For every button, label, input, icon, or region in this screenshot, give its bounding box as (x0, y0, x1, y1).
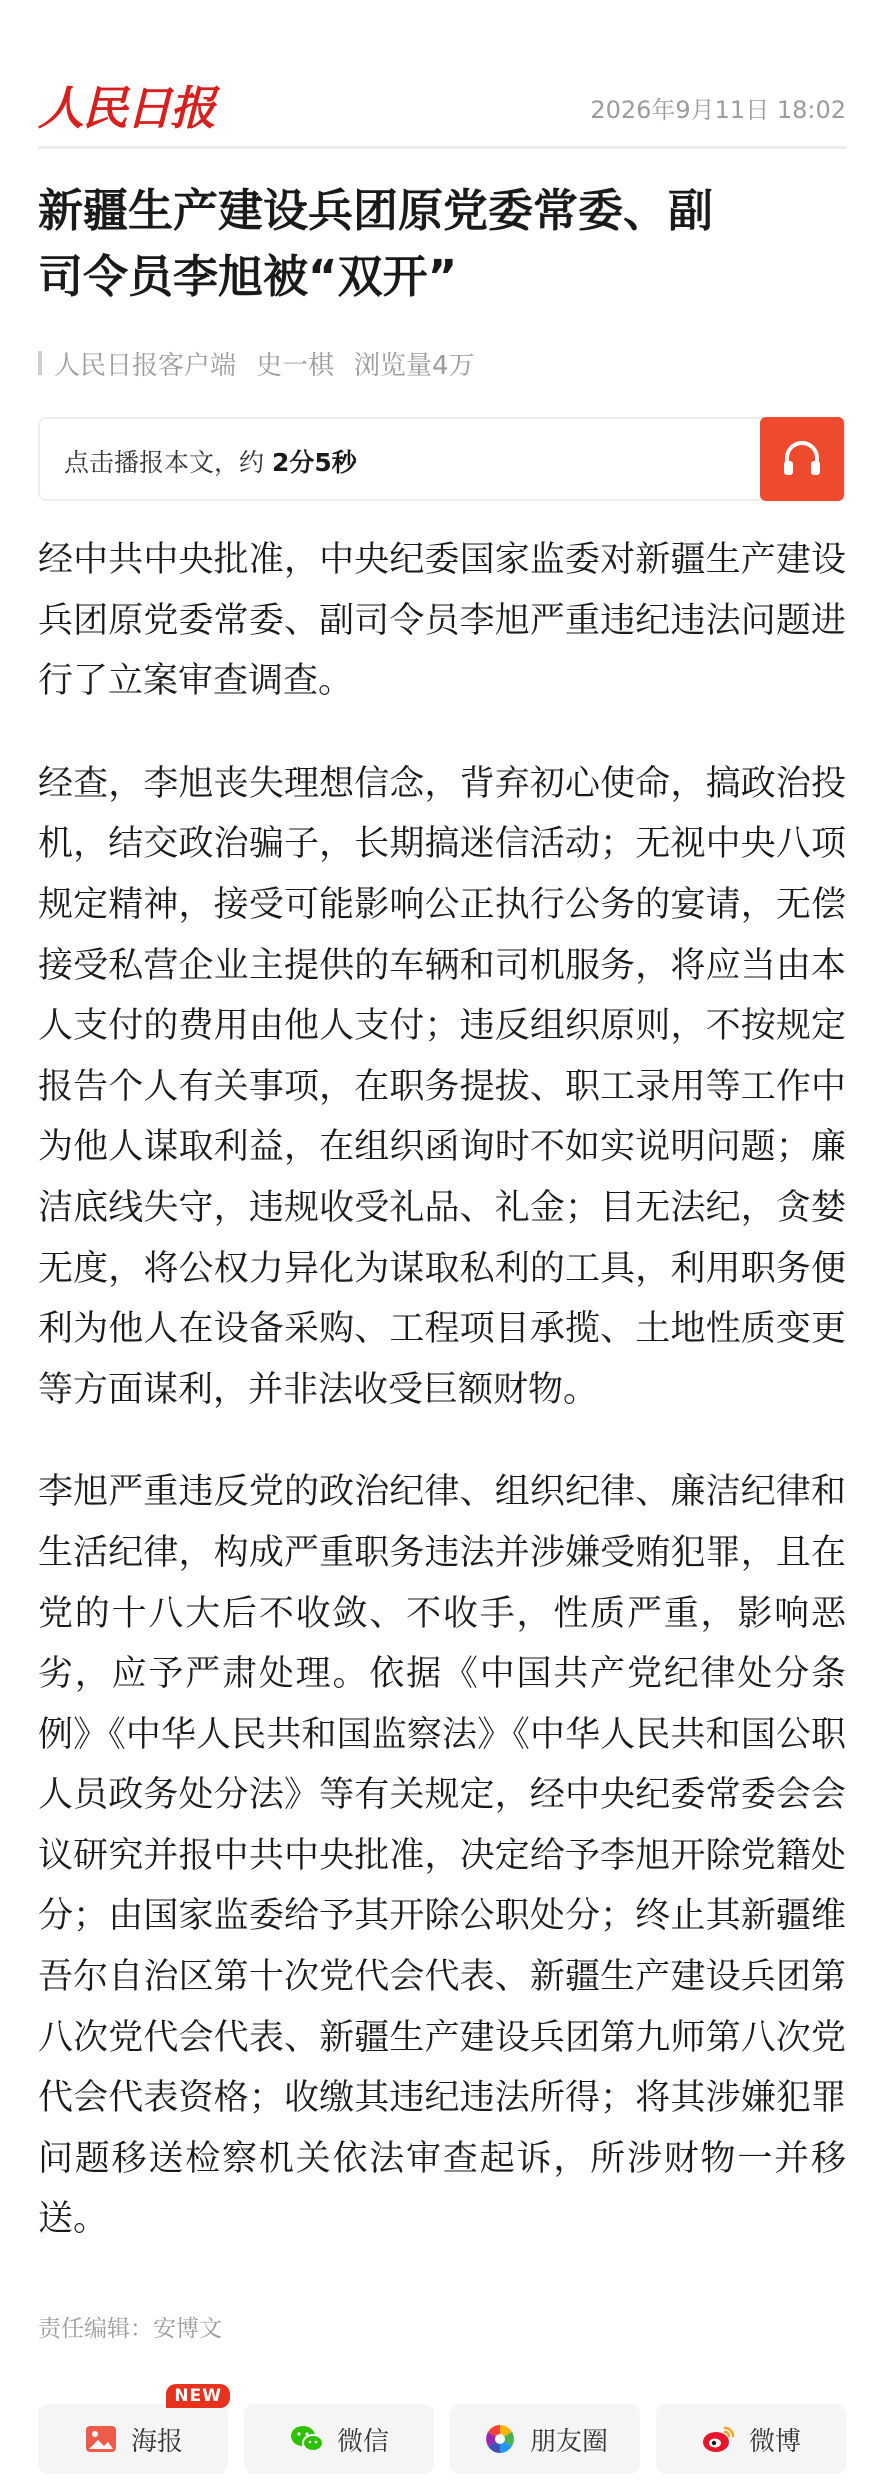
share-wechat-label: 微信 (336, 2426, 389, 2457)
audio-duration: 2分5秒 (271, 448, 357, 477)
share-bar (38, 2386, 846, 2474)
play-audio-button[interactable] (760, 417, 844, 501)
brand-logo[interactable]: 人民日报 (38, 81, 214, 135)
meta-accent-bar (38, 351, 42, 375)
share-weibo-button[interactable] (656, 2404, 846, 2474)
title-line-1: 新疆生产建设兵团原党委常委、副 (38, 184, 714, 237)
headphones-icon (779, 436, 825, 482)
poster-icon (83, 2421, 119, 2457)
share-poster-button[interactable] (38, 2386, 228, 2474)
audio-player[interactable] (38, 417, 846, 501)
header-divider (38, 146, 846, 149)
article-body (38, 530, 846, 2292)
wechat-icon (289, 2421, 325, 2457)
body-paragraph-1: 经中共中央批准，中央纪委国家监委对新疆生产建设兵团原党委常委、副司令员李旭严重违纪违法问题进行了立案审查调查。 (38, 540, 846, 702)
new-badge: NEW (166, 2384, 230, 2408)
share-poster-label: 海报 (130, 2426, 183, 2457)
article-author: 史一棋 (256, 350, 335, 381)
body-paragraph-2: 经查，李旭丧失理想信念，背弃初心使命，搞政治投机，结交政治骗子，长期搞迷信活动；无视中央八项规定精神，接受可能影响公正执行公务的宴请，无偿接受私营企业主提供的车辆和司机服务，将应当由本人支付的费用由他人支付；违反组织原则，不按规定报告个人有关事项，在职务提拔、职工录用等工作中为他人谋取利益，在组织函询时不如实说明问题；廉洁底线失守，违规收受礼品、礼金；目无法纪，贪婪无度，将公权力异化为谋取私利的工具，利用职务便利为他人在设备采购、工程项目承揽、土地性质变更等方面谋利，并非法收受巨额财物。 (38, 763, 846, 1410)
share-moments-button[interactable] (450, 2404, 640, 2474)
body-paragraph-3: 李旭严重违反党的政治纪律、组织纪律、廉洁纪律和生活纪律，构成严重职务违法并涉嫌受贿犯罪，且在党的十八大后不收敛、不收手，性质严重，影响恶劣，应予严肃处理。依据《中国共产党纪律处分条例》《中华人民共和国监察法》《中华人民共和国公职人员政务处分法》等有关规定，经中央纪委常委会会议研究并报中共中央批准，决定给予李旭开除党籍处分；由国家监委给予其开除公职处分；终止其新疆维吾尔自治区第十次党代会代表、新疆生产建设兵团第八次党代会代表、新疆生产建设兵团第九师第八次党代会代表资格；收缴其违纪违法所得；将其涉嫌犯罪问题移送检察机关依法审查起诉，所涉财物一并移送。 (38, 1472, 846, 2240)
audio-prompt (64, 443, 357, 479)
moments-icon (482, 2421, 518, 2457)
article-title (38, 178, 846, 310)
article-meta (38, 346, 495, 380)
top-header (38, 60, 846, 150)
publish-datetime: 2026年9月11日 18:02 (590, 96, 846, 124)
share-weibo-label: 微博 (748, 2426, 801, 2457)
article-views: 浏览量4万 (354, 350, 475, 381)
responsible-editor: 责任编辑：安博文 (38, 2316, 222, 2342)
article-source[interactable]: 人民日报客户端 (54, 350, 237, 381)
audio-prefix: 点击播报本文，约 (64, 448, 272, 477)
title-line-2: 司令员李旭被“双开” (38, 250, 458, 303)
share-moments-label: 朋友圈 (529, 2426, 608, 2457)
share-wechat-button[interactable] (244, 2404, 434, 2474)
weibo-icon (701, 2421, 737, 2457)
